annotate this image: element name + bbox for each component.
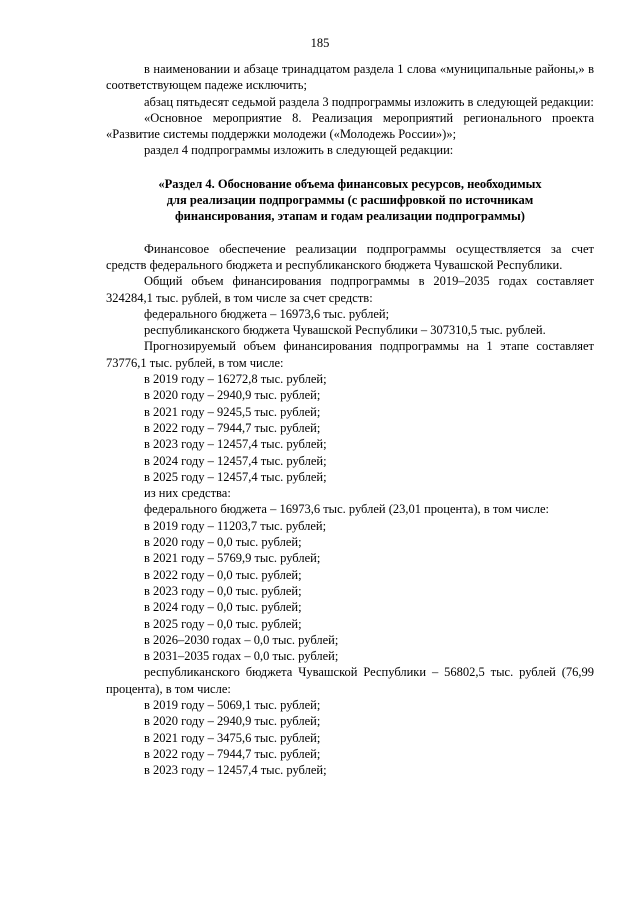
- federal-paragraph: федерального бюджета – 16973,6 тыс. рублей (23,01 процента), в том числе:: [144, 502, 549, 517]
- year-line: в 2022 году – 0,0 тыс. рублей;: [144, 567, 302, 582]
- year-line: в 2019 году – 16272,8 тыс. рублей;: [144, 372, 327, 387]
- year-line: в 2024 году – 0,0 тыс. рублей;: [144, 600, 302, 615]
- body-paragraph: Прогнозируемый объем финансирования подпрограммы на 1 этапе составляет 73776,1 тыс. рублей, в том числе:: [106, 339, 594, 370]
- year-line: в 2026–2030 годах – 0,0 тыс. рублей;: [144, 632, 339, 647]
- intro-paragraph: раздел 4 подпрограммы изложить в следующей редакции:: [144, 143, 454, 158]
- year-line: в 2019 году – 5069,1 тыс. рублей;: [144, 697, 321, 712]
- intro-paragraph: в наименовании и абзаце тринадцатом раздела 1 слова «муниципальные районы,» в соответствующем падеже исключить;: [106, 62, 594, 93]
- year-line: в 2021 году – 5769,9 тыс. рублей;: [144, 551, 321, 566]
- year-line: в 2019 году – 11203,7 тыс. рублей;: [144, 518, 327, 533]
- body-paragraph: Общий объем финансирования подпрограммы в 2019–2035 годах составляет 324284,1 тыс. рублей, в том числе за счет средств:: [106, 274, 594, 305]
- document-body: [106, 61, 594, 778]
- year-line: в 2020 году – 2940,9 тыс. рублей;: [144, 388, 321, 403]
- year-line: в 2020 году – 2940,9 тыс. рублей;: [144, 714, 321, 729]
- year-line: в 2020 году – 0,0 тыс. рублей;: [144, 535, 302, 550]
- year-line: в 2031–2035 годах – 0,0 тыс. рублей;: [144, 649, 339, 664]
- body-paragraph: Финансовое обеспечение реализации подпрограммы осуществляется за счет средств федерального бюджета и республиканского бюджета Чувашской Республики.: [106, 241, 594, 272]
- year-line: в 2024 году – 12457,4 тыс. рублей;: [144, 453, 327, 468]
- republic-paragraph: республиканского бюджета Чувашской Республики – 56802,5 тыс. рублей (76,99 процента), в том числе:: [106, 665, 594, 696]
- year-line: в 2023 году – 12457,4 тыс. рублей;: [144, 437, 327, 452]
- heading-line: «Раздел 4. Обоснование объема финансовых ресурсов, необходимых: [158, 176, 542, 191]
- year-line: в 2025 году – 0,0 тыс. рублей;: [144, 616, 302, 631]
- year-line: в 2022 году – 7944,7 тыс. рублей;: [144, 746, 321, 761]
- page-number: 185: [310, 36, 330, 50]
- year-line: в 2021 году – 3475,6 тыс. рублей;: [144, 730, 321, 745]
- heading-line: финансирования, этапам и годам реализации подпрограммы): [175, 209, 525, 224]
- year-line: в 2025 году – 12457,4 тыс. рублей;: [144, 469, 327, 484]
- section-heading: [106, 176, 594, 225]
- intro-paragraph: «Основное мероприятие 8. Реализация мероприятий регионального проекта «Развитие системы поддержки молодежи («Молодежь России»)»;: [106, 110, 594, 142]
- intro-paragraph: абзац пятьдесят седьмой раздела 3 подпрограммы изложить в следующей редакции:: [144, 94, 594, 109]
- year-line: в 2023 году – 0,0 тыс. рублей;: [144, 583, 302, 598]
- year-line: в 2021 году – 9245,5 тыс. рублей;: [144, 404, 321, 419]
- of-them-line: из них средства:: [144, 486, 231, 501]
- body-paragraph: республиканского бюджета Чувашской Республики – 307310,5 тыс. рублей.: [144, 323, 546, 338]
- body-paragraph: федерального бюджета – 16973,6 тыс. рублей;: [144, 306, 390, 321]
- heading-line: для реализации подпрограммы (с расшифровкой по источникам: [166, 193, 534, 208]
- year-line: в 2022 году – 7944,7 тыс. рублей;: [144, 420, 321, 435]
- year-line: в 2023 году – 12457,4 тыс. рублей;: [144, 763, 327, 778]
